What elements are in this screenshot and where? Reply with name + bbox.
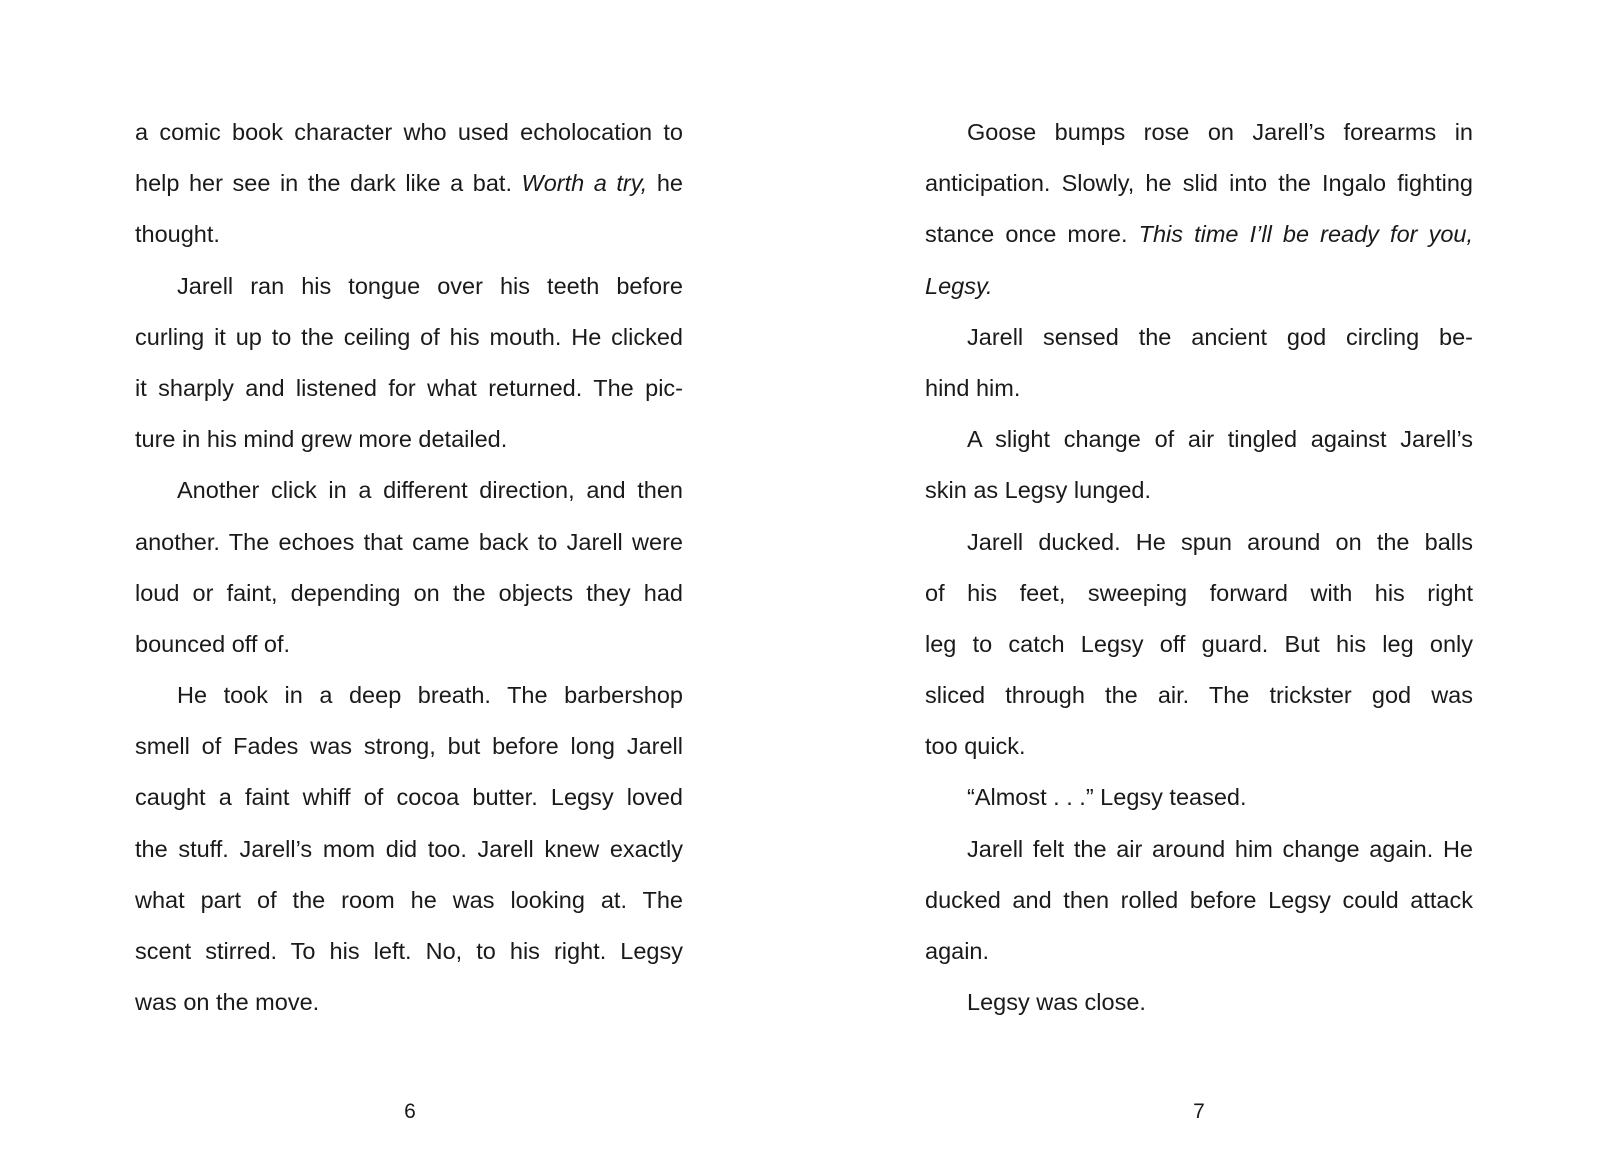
text-line: a comic book character who used echolocation to xyxy=(135,119,683,145)
page-number: 7 xyxy=(1193,1100,1205,1123)
text-line: Jarell ducked. He spun around on the balls xyxy=(967,528,1473,555)
text-line: what part of the room he was looking at. The xyxy=(135,886,683,913)
text-line: bounced off of. xyxy=(135,630,291,657)
text-line: another. The echoes that came back to Jarell were xyxy=(135,528,683,555)
text-line: Another click in a different direction, and then xyxy=(177,477,683,504)
text-line: anticipation. Slowly, he slid into the Ingalo fighting xyxy=(925,170,1473,197)
right-page-text xyxy=(925,107,1473,1028)
text-line: smell of Fades was strong, but before long Jarell xyxy=(135,733,683,760)
italic-text: Legsy. xyxy=(925,272,993,299)
italic-text: This time I’ll be ready for you, xyxy=(1138,221,1473,248)
text-line: curling it up to the ceiling of his mouth. He clicked xyxy=(135,323,683,350)
text-line: scent stirred. To his left. No, to his right. Legsy xyxy=(135,938,683,964)
text-line: stance once more. This time I’ll be ready for you, xyxy=(925,221,1473,248)
text-line: help her see in the dark like a bat. Worth a try, he xyxy=(135,170,683,197)
text-line: Legsy was close. xyxy=(967,989,1146,1016)
text-line: the stuff. Jarell’s mom did too. Jarell knew exactly xyxy=(135,835,683,862)
page-number: 6 xyxy=(404,1100,416,1123)
text-line: skin as Legsy lunged. xyxy=(925,477,1152,504)
text-line xyxy=(925,261,1473,312)
text-line: was on the move. xyxy=(135,989,320,1016)
text-line: Jarell ran his tongue over his teeth before xyxy=(177,272,683,299)
left-page-text xyxy=(135,107,683,1028)
text-line: leg to catch Legsy off guard. But his leg only xyxy=(925,630,1473,657)
text-line: Jarell felt the air around him change again. He xyxy=(967,835,1473,862)
text-line: thought. xyxy=(135,221,220,248)
text-line: sliced through the air. The trickster god was xyxy=(925,682,1473,709)
text-line: it sharply and listened for what returned. The pic- xyxy=(135,374,683,401)
text-line: loud or faint, depending on the objects they had xyxy=(135,579,683,606)
text-line: ducked and then rolled before Legsy could attack xyxy=(925,886,1473,913)
text-line: Goose bumps rose on Jarell’s forearms in xyxy=(967,119,1473,145)
text-line: too quick. xyxy=(925,733,1026,760)
text-line: “Almost . . .” Legsy teased. xyxy=(967,784,1247,811)
text-line: He took in a deep breath. The barbershop xyxy=(177,682,683,709)
text-line: Jarell sensed the ancient god circling be- xyxy=(967,323,1473,350)
italic-text: Worth a try, xyxy=(521,170,648,197)
text-line: A slight change of air tingled against Jarell’s xyxy=(967,426,1473,453)
text-line: again. xyxy=(925,938,990,964)
text-line: ture in his mind grew more detailed. xyxy=(135,426,508,453)
text-line: caught a faint whiff of cocoa butter. Legsy loved xyxy=(135,784,683,811)
text-line: of his feet, sweeping forward with his right xyxy=(925,579,1473,606)
text-line: hind him. xyxy=(925,374,1021,401)
